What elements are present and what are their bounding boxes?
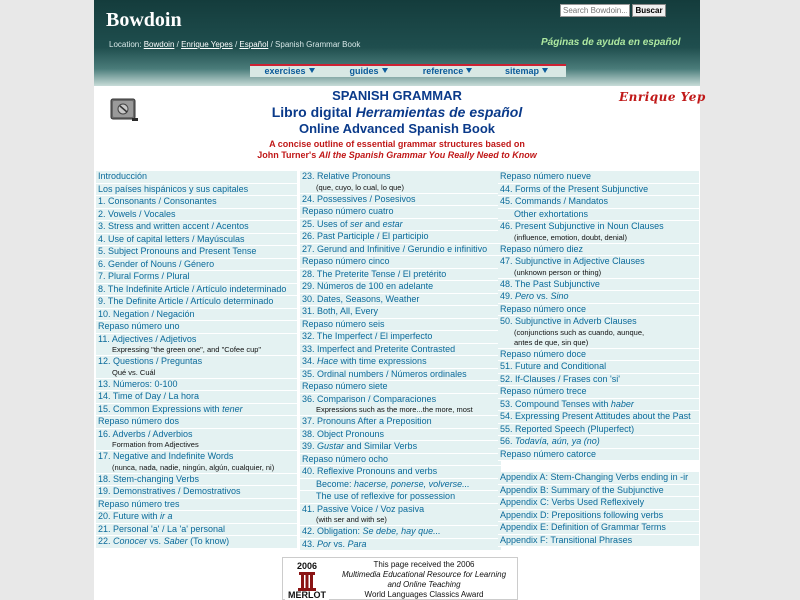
nav-label: reference	[422, 66, 464, 76]
topic-link[interactable]	[498, 510, 699, 523]
topic-label: 6. Gender of Nouns / Género	[98, 258, 215, 269]
topic-link[interactable]	[96, 234, 297, 247]
topic-link[interactable]	[96, 474, 297, 487]
list-spacer	[498, 461, 699, 472]
topic-link[interactable]	[300, 206, 501, 219]
topic-label: Appendix C: Verbs Used Reflexively	[500, 497, 645, 507]
topic-emphasis: ser	[350, 218, 363, 229]
topic-label: 34.	[302, 356, 318, 366]
topic-link[interactable]	[498, 449, 699, 462]
tagline: Páginas de ayuda en español	[541, 37, 681, 48]
topic-link[interactable]	[300, 244, 501, 257]
topic-link[interactable]	[498, 472, 699, 485]
topic-link[interactable]	[300, 479, 501, 492]
topic-link[interactable]	[498, 424, 699, 437]
topic-link[interactable]	[96, 309, 297, 322]
topic-label: Repaso número tres	[98, 498, 180, 509]
topic-link[interactable]	[498, 535, 699, 548]
topic-link[interactable]	[300, 344, 501, 357]
award-line	[331, 570, 517, 580]
chevron-down-icon	[466, 68, 472, 73]
nav-label: guides	[349, 66, 379, 76]
topic-link[interactable]	[498, 291, 699, 304]
nav-reference[interactable]	[408, 66, 487, 77]
topic-label: Repaso número doce	[500, 348, 587, 359]
topic-label: 18. Stem-changing Verbs	[98, 473, 200, 484]
topics-column-3	[498, 171, 699, 547]
topic-label: 54. Expressing Present Attitudes about the Past	[500, 411, 691, 421]
topic-link[interactable]	[498, 256, 699, 279]
topic-label: vs.	[534, 291, 551, 301]
site-header	[94, 0, 700, 86]
breadcrumb-link-espanol[interactable]: Español	[239, 40, 269, 49]
merlot-column-icon	[285, 570, 329, 592]
topic-label: 33. Imperfect and Preterite Contrasted	[302, 343, 456, 354]
nav-sitemap[interactable]	[487, 66, 566, 77]
topic-label: 26. Past Participle / El participio	[302, 231, 429, 241]
topic-label: 55. Reported Speech (Pluperfect)	[500, 423, 635, 434]
subtitle-emphasis: Herramientas de español	[355, 104, 523, 120]
topic-label: and Similar Verbs	[344, 441, 418, 451]
topic-link[interactable]	[300, 394, 501, 417]
merlot-logo[interactable]	[285, 560, 329, 600]
topic-label: 14. Time of Day / La hora	[98, 391, 200, 401]
topic-link[interactable]	[96, 536, 297, 549]
nav-label: exercises	[264, 66, 306, 76]
topic-link[interactable]	[498, 485, 699, 498]
topic-label: Repaso número trece	[500, 386, 587, 396]
topic-link[interactable]	[300, 539, 501, 552]
topic-link[interactable]	[498, 497, 699, 510]
topic-link[interactable]	[300, 231, 501, 244]
topic-label: 20. Future with	[98, 511, 161, 521]
topic-link[interactable]	[96, 416, 297, 429]
topic-label: Repaso número siete	[302, 381, 388, 391]
topic-link[interactable]	[300, 256, 501, 269]
topic-label: 15. Common Expressions with	[98, 403, 223, 414]
topic-emphasis: Para	[347, 538, 367, 549]
topic-emphasis: Todavía, aún, ya (no)	[515, 436, 600, 446]
chevron-down-icon	[382, 68, 388, 73]
chevron-down-icon	[542, 68, 548, 73]
topic-emphasis: Hace	[317, 356, 339, 366]
page-container	[94, 0, 706, 600]
topic-label: Repaso número ocho	[302, 453, 389, 464]
topic-subtext: antes de que, sin que)	[514, 337, 589, 347]
page-subtitle-english: Online Advanced Spanish Book	[299, 121, 495, 136]
breadcrumb-current: Spanish Grammar Book	[275, 40, 361, 49]
topic-label: 44. Forms of the Present Subjunctive	[500, 183, 649, 194]
topic-label: 27. Gerund and Infinitive / Gerundio e infinitivo	[302, 243, 488, 254]
topic-link[interactable]	[300, 281, 501, 294]
topic-label: 12. Questions / Preguntas	[98, 356, 203, 366]
topic-label: The use of reflexive for possession	[316, 491, 456, 501]
topic-link[interactable]	[300, 526, 501, 539]
source-author: John Turner's	[257, 150, 319, 160]
topic-label: Appendix B: Summary of the Subjunctive	[500, 484, 664, 495]
topic-link[interactable]	[96, 334, 297, 357]
location-label: Location:	[109, 40, 142, 49]
merlot-label: MERLOT	[288, 590, 326, 600]
topic-label: 51. Future and Conditional	[500, 361, 607, 371]
topic-subtext: (conjunctions such as cuando, aunque,	[514, 327, 645, 337]
topic-label: Repaso número nueve	[500, 171, 592, 181]
search-input[interactable]	[560, 4, 630, 17]
topic-link[interactable]	[498, 209, 699, 222]
topic-label: 29. Números de 100 en adelante	[302, 281, 434, 291]
chevron-down-icon	[309, 68, 315, 73]
topic-link[interactable]	[300, 429, 501, 442]
topic-label: 7. Plural Forms / Plural	[98, 271, 190, 281]
topic-emphasis: Se debe, hay que...	[362, 526, 441, 536]
topic-emphasis: haber	[610, 398, 634, 409]
topic-link[interactable]	[96, 184, 297, 197]
breadcrumb-separator: /	[234, 40, 238, 49]
topic-label: Appendix D: Prepositions following verbs	[500, 509, 664, 520]
topic-subtext: Expressing "the green one", and "Cofee cup"	[112, 345, 262, 354]
topic-label: 41. Passive Voice / Voz pasiva	[302, 503, 425, 514]
breadcrumb-separator: /	[270, 40, 273, 49]
topic-label: 4. Use of capital letters / Mayúsculas	[98, 233, 245, 244]
topic-label: vs.	[331, 538, 348, 549]
topic-link[interactable]	[498, 184, 699, 197]
topic-label: 38. Object Pronouns	[302, 428, 385, 439]
topic-label: 10. Negation / Negación	[98, 308, 195, 319]
page-title: SPANISH GRAMMAR	[332, 88, 462, 103]
topic-label: 42. Obligation:	[302, 526, 363, 536]
topic-label: 11. Adjectives / Adjetivos	[98, 333, 197, 344]
topic-label: 48. The Past Subjunctive	[500, 278, 600, 289]
topic-link[interactable]	[300, 416, 501, 429]
topic-link[interactable]	[498, 411, 699, 424]
topic-link[interactable]	[300, 466, 501, 479]
topic-label: 24. Possessives / Posesivos	[302, 193, 416, 204]
topic-label: (To know)	[187, 536, 230, 546]
topic-label: Los países hispánicos y sus capitales	[98, 183, 249, 194]
topic-label: 36. Comparison / Comparaciones	[302, 393, 437, 404]
search-button[interactable]: Buscar	[632, 4, 666, 17]
topic-subtext: Expressions such as the more...the more, most	[316, 405, 473, 414]
topic-emphasis: hacerse, ponerse, volverse...	[354, 478, 470, 489]
topic-link[interactable]	[96, 246, 297, 259]
award-line-emphasis: and Online Teaching	[387, 580, 461, 589]
topic-label: Repaso número seis	[302, 318, 385, 329]
topic-label: Other exhortations	[514, 208, 589, 219]
award-line: World Languages Classics Award	[364, 590, 484, 599]
topic-label: Introducción	[98, 171, 148, 181]
topic-link[interactable]	[300, 454, 501, 467]
topic-label: Repaso número once	[500, 303, 587, 314]
topic-link[interactable]	[96, 209, 297, 222]
topic-link[interactable]	[300, 381, 501, 394]
topic-link[interactable]	[96, 451, 297, 474]
topic-link[interactable]	[498, 361, 699, 374]
topic-label: 50. Subjunctive in Adverb Clauses	[500, 316, 637, 326]
award-line-emphasis: Multimedia Educational Resource for Learning	[341, 570, 507, 579]
breadcrumb-separator: /	[176, 40, 179, 49]
topic-label: Appendix F: Transitional Phrases	[500, 534, 633, 545]
topic-link[interactable]	[300, 269, 501, 282]
topic-link[interactable]	[498, 171, 699, 184]
topic-link[interactable]	[498, 221, 699, 244]
topic-link[interactable]	[498, 279, 699, 292]
topic-label: 9. The Definite Article / Artículo determinado	[98, 296, 274, 306]
topic-link[interactable]	[498, 374, 699, 387]
topic-label: 47. Subjunctive in Adjective Clauses	[500, 256, 645, 266]
topic-link[interactable]	[300, 306, 501, 319]
topic-label: 8. The Indefinite Article / Artículo indeterminado	[98, 283, 287, 294]
breadcrumb-link-enrique-yepes[interactable]: Enrique Yepes	[181, 40, 233, 49]
topic-emphasis: Por	[317, 538, 332, 549]
topic-emphasis: estar	[382, 218, 403, 229]
topic-label: 37. Pronouns After a Preposition	[302, 416, 432, 426]
topic-link[interactable]	[96, 356, 297, 379]
award-line	[331, 580, 517, 590]
topic-link[interactable]	[96, 196, 297, 209]
topic-label: Repaso número uno	[98, 321, 180, 331]
topic-link[interactable]	[300, 194, 501, 207]
topic-link[interactable]	[498, 316, 699, 349]
topic-label: 40. Reflexive Pronouns and verbs	[302, 466, 438, 476]
topic-label: 46. Present Subjunctive in Noun Clauses	[500, 221, 664, 231]
topic-subtext: (with ser and with se)	[316, 515, 387, 524]
topic-link[interactable]	[498, 436, 699, 449]
nav-label: sitemap	[504, 66, 539, 76]
nav-bar	[250, 64, 566, 77]
award-text	[331, 560, 517, 600]
topic-subtext: (unknown person or thing)	[514, 267, 602, 277]
topic-label: 2. Vowels / Vocales	[98, 208, 176, 219]
topic-label: Repaso número cuatro	[302, 206, 394, 216]
topic-link[interactable]	[498, 522, 699, 535]
topic-label: Repaso número diez	[500, 243, 584, 254]
topic-label: 32. The Imperfect / El imperfecto	[302, 331, 433, 341]
topic-subtext: Formation from Adjectives	[112, 440, 199, 449]
topic-label: 52. If-Clauses / Frases con 'si'	[500, 373, 620, 384]
merlot-award-box	[282, 557, 518, 600]
topic-link[interactable]	[498, 196, 699, 209]
topic-label: 13. Números: 0-100	[98, 378, 178, 389]
nav-exercises[interactable]	[250, 66, 329, 77]
topic-link[interactable]	[96, 499, 297, 512]
topic-link[interactable]	[96, 259, 297, 272]
breadcrumb-link-bowdoin[interactable]: Bowdoin	[143, 40, 175, 49]
topic-link[interactable]	[498, 304, 699, 317]
topic-link[interactable]	[96, 404, 297, 417]
topic-label: Repaso número cinco	[302, 256, 390, 266]
topic-subtext: (que, cuyo, lo cual, lo que)	[316, 182, 404, 192]
topic-label: Appendix E: Definition of Grammar Terms	[500, 522, 666, 532]
topic-link[interactable]	[300, 219, 501, 232]
topic-label: 5. Subject Pronouns and Present Tense	[98, 246, 257, 256]
award-line: This page received the 2006	[373, 560, 475, 569]
topic-label: 49.	[500, 291, 516, 301]
topic-emphasis: ir a	[160, 511, 173, 521]
topic-label: with time expressions	[338, 356, 427, 366]
topic-emphasis: Conocer	[113, 536, 148, 546]
topic-emphasis: Pero	[515, 291, 535, 301]
topic-link[interactable]	[96, 379, 297, 392]
bowdoin-logo[interactable]: Bowdoin	[106, 9, 182, 31]
description-source	[94, 150, 700, 160]
topic-label: Appendix A: Stem-Changing Verbs ending in -ir	[500, 472, 689, 482]
topic-link[interactable]	[96, 284, 297, 297]
topic-label: 19. Demonstratives / Demostrativos	[98, 486, 241, 496]
topic-label: vs.	[147, 536, 164, 546]
topic-label: 28. The Preterite Tense / El pretérito	[302, 268, 447, 279]
topic-label: 1. Consonants / Consonantes	[98, 196, 217, 206]
topic-link[interactable]	[96, 524, 297, 537]
topic-label: 39.	[302, 441, 318, 451]
author-signature: Enrique Yep	[619, 90, 706, 104]
topic-link[interactable]	[300, 504, 501, 527]
page-subtitle	[94, 104, 700, 120]
topic-link[interactable]	[498, 244, 699, 257]
topic-link[interactable]	[96, 511, 297, 524]
topic-link[interactable]	[498, 349, 699, 362]
topic-link[interactable]	[300, 356, 501, 369]
topic-label: 16. Adverbs / Adverbios	[98, 428, 193, 439]
subtitle-text: Libro digital	[271, 104, 356, 120]
topic-link[interactable]	[96, 171, 297, 184]
topic-link[interactable]	[96, 486, 297, 499]
topic-label: 25. Uses of	[302, 218, 351, 229]
topic-subtext: (influence, emotion, doubt, denial)	[514, 232, 627, 242]
topics-column-1	[96, 171, 297, 549]
breadcrumb	[109, 40, 360, 49]
topic-label: 45. Commands / Mandatos	[500, 196, 609, 206]
topic-link[interactable]	[300, 369, 501, 382]
topic-link[interactable]	[300, 331, 501, 344]
topic-link[interactable]	[498, 399, 699, 412]
topic-label: 56.	[500, 436, 516, 446]
topic-label: 53. Compound Tenses with	[500, 398, 611, 409]
topic-label: 43.	[302, 538, 318, 549]
topic-label: 31. Both, All, Every	[302, 306, 379, 316]
topic-link[interactable]	[96, 321, 297, 334]
topic-label: 21. Personal 'a' / La 'a' personal	[98, 523, 225, 534]
topic-emphasis: Gustar	[317, 441, 345, 451]
source-book-title: All the Spanish Grammar You Really Need to Know	[318, 150, 537, 160]
nav-guides[interactable]	[329, 66, 408, 77]
topic-label: 3. Stress and written accent / Acentos	[98, 221, 249, 231]
topic-link[interactable]	[300, 491, 501, 504]
topic-link[interactable]	[96, 429, 297, 452]
topic-link[interactable]	[96, 221, 297, 234]
topic-link[interactable]	[96, 271, 297, 284]
topic-label: 22.	[98, 536, 114, 546]
topic-link[interactable]	[96, 391, 297, 404]
topics-column-2	[300, 171, 501, 551]
topic-label: and	[362, 218, 383, 229]
topic-link[interactable]	[300, 441, 501, 454]
topic-label: Repaso número dos	[98, 416, 180, 426]
topic-label: 17. Negative and Indefinite Words	[98, 451, 234, 461]
award-year: 2006	[296, 561, 318, 571]
topic-link[interactable]	[96, 296, 297, 309]
description: A concise outline of essential grammar structures based on	[269, 139, 525, 149]
topic-subtext: (nunca, nada, nadie, ningún, algún, cualquier, ni)	[112, 462, 275, 472]
topic-label: 30. Dates, Seasons, Weather	[302, 293, 420, 304]
topic-link[interactable]	[300, 171, 501, 194]
topic-label: Repaso número catorce	[500, 448, 597, 459]
topic-link[interactable]	[498, 386, 699, 399]
topic-emphasis: Sino	[550, 291, 569, 301]
topic-link[interactable]	[300, 319, 501, 332]
topic-subtext: Qué vs. Cuál	[112, 367, 156, 377]
topic-label: 35. Ordinal numbers / Números ordinales	[302, 368, 467, 379]
topic-emphasis: tener	[222, 403, 243, 414]
topic-label: 23. Relative Pronouns	[302, 171, 391, 181]
topic-emphasis: Saber	[163, 536, 188, 546]
topic-label: Become:	[316, 478, 355, 489]
topic-link[interactable]	[300, 294, 501, 307]
